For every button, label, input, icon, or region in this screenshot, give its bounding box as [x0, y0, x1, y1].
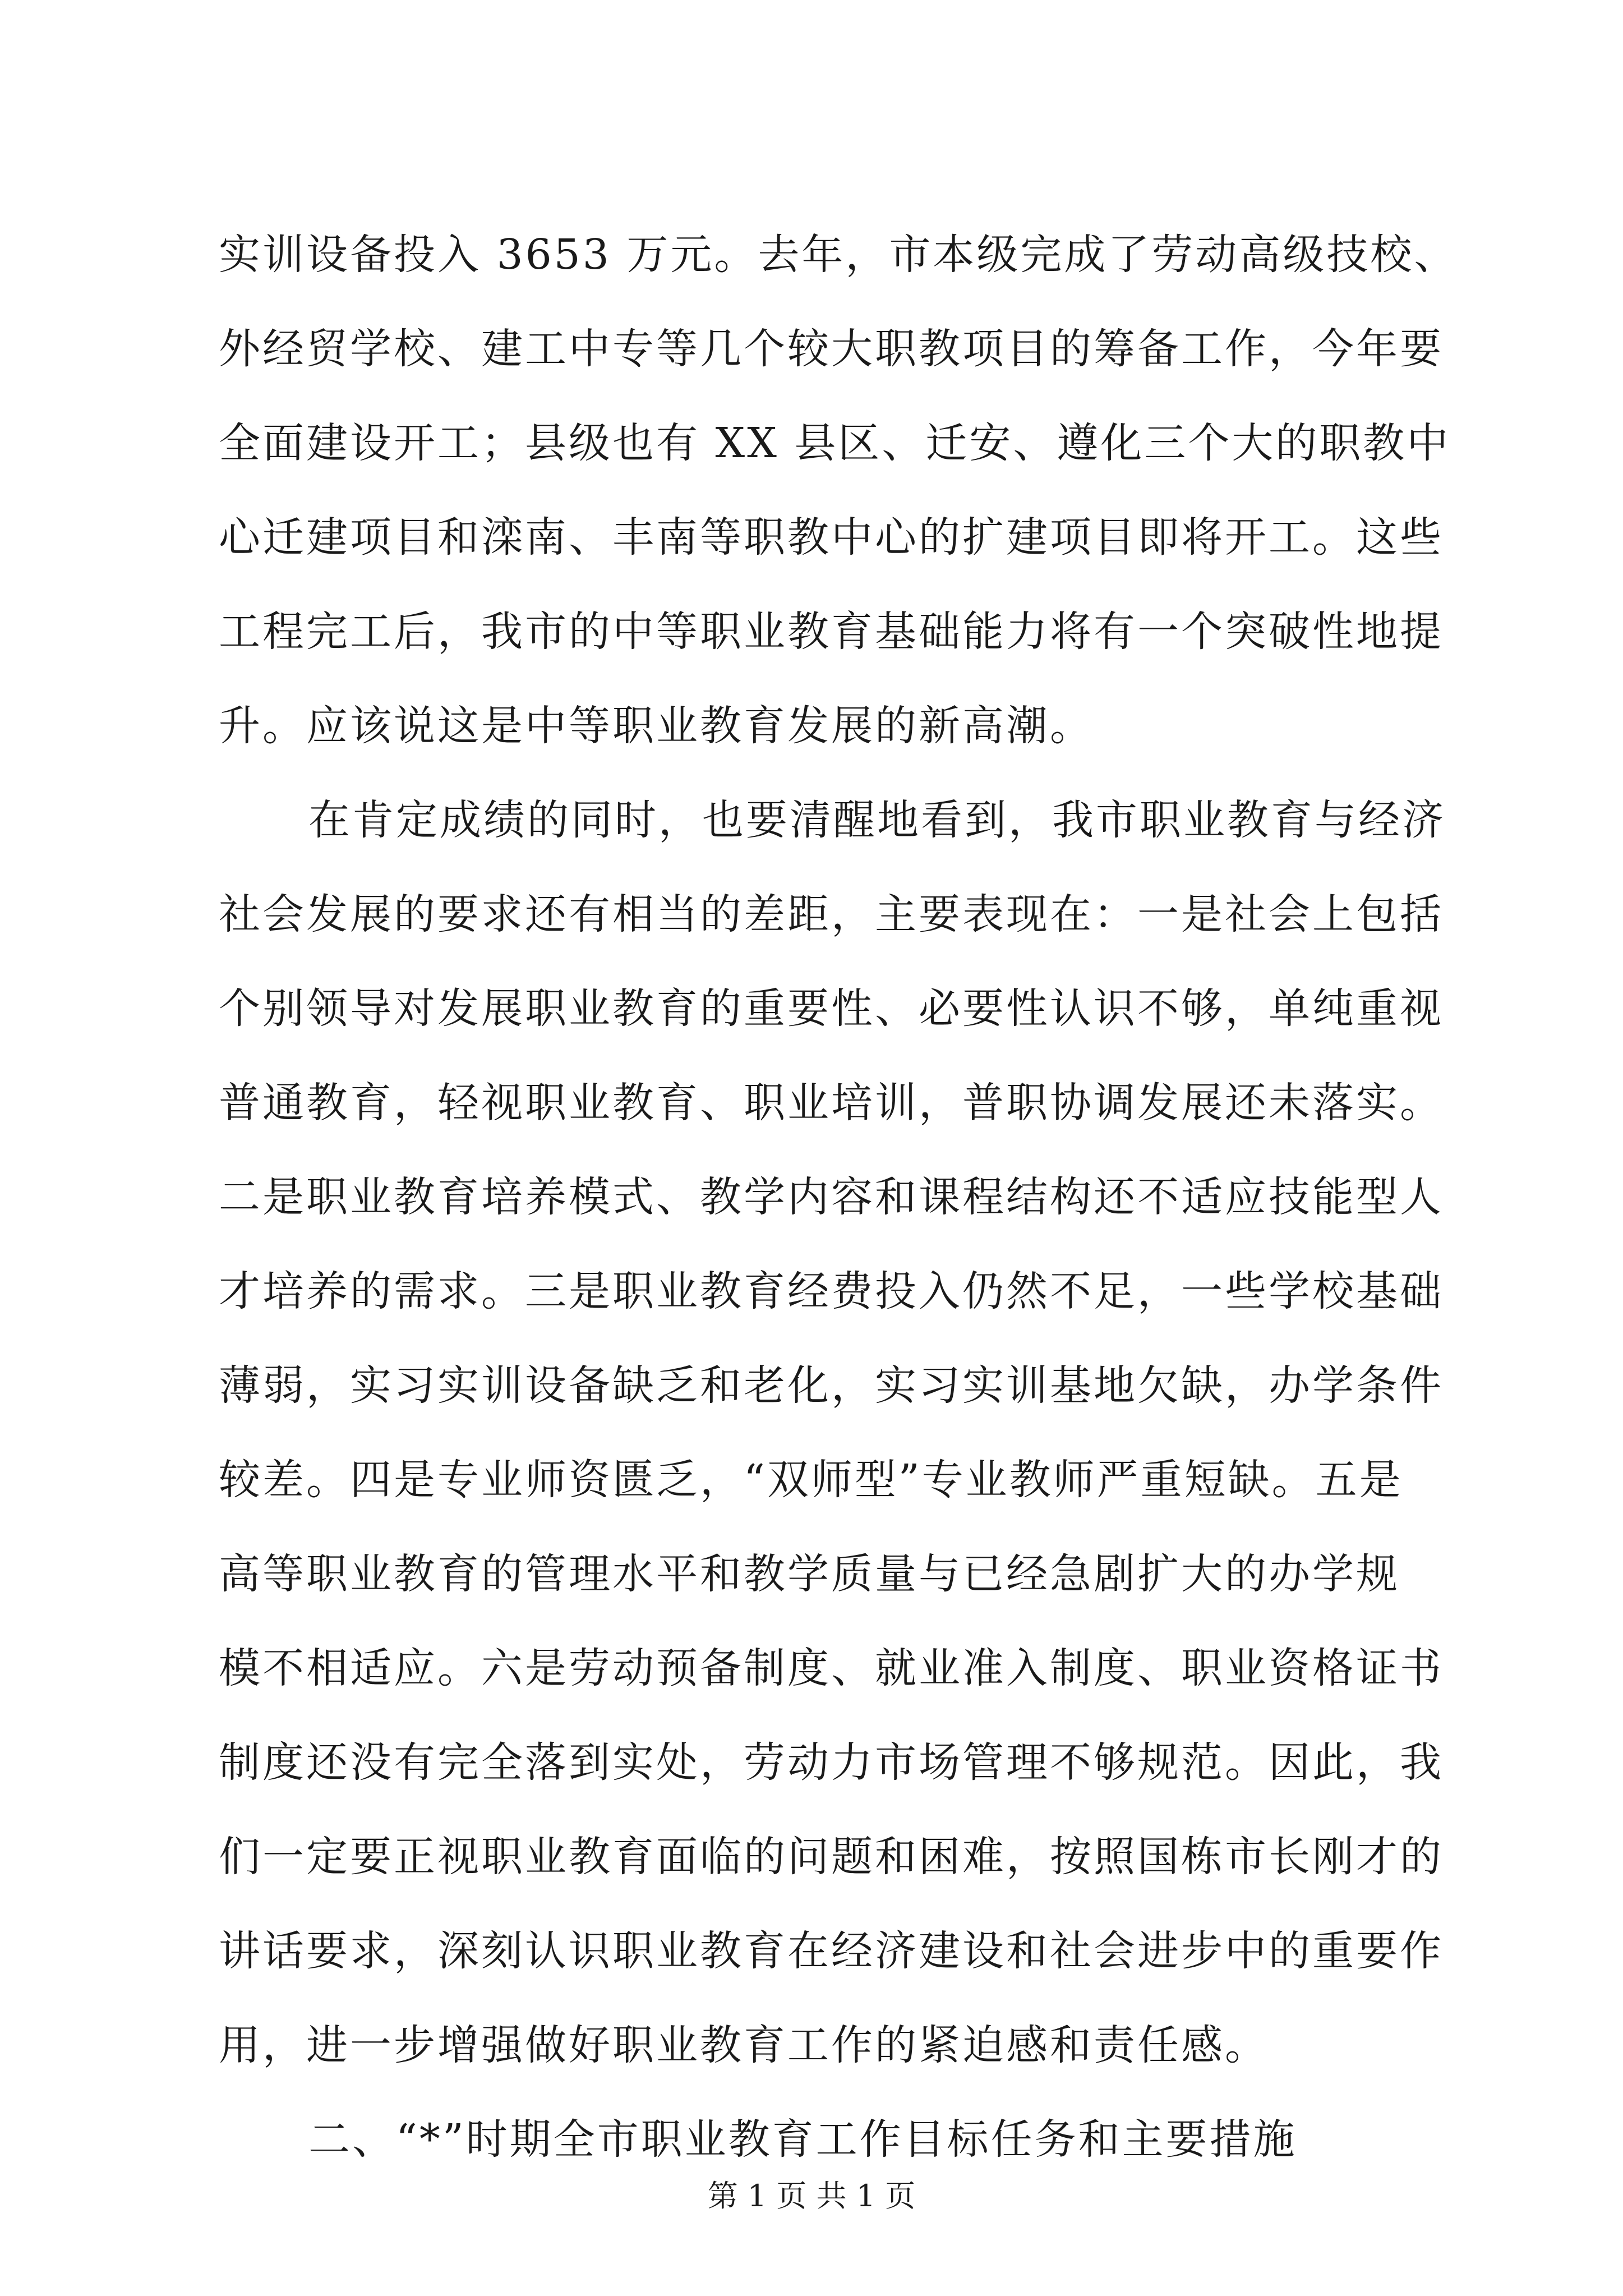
text-line: 心迁建项目和滦南、丰南等职教中心的扩建项目即将开工。这些	[219, 513, 1444, 562]
paragraph-2	[219, 773, 1446, 2092]
text-line: 实训设备投入 3653 万元。去年，市本级完成了劳动高级技校、	[219, 231, 1458, 279]
text-line: 讲话要求，深刻认识职业教育在经济建设和社会进步中的重要作	[219, 1927, 1444, 1975]
text-line: 薄弱，实习实训设备缺乏和老化，实习实训基地欠缺，办学条件	[219, 1361, 1444, 1410]
text-line: 外经贸学校、建工中专等几个较大职教项目的筹备工作，今年要	[219, 325, 1444, 373]
text-line: 才培养的需求。三是职业教育经费投入仍然不足，一些学校基础	[219, 1267, 1444, 1315]
text-line: 全面建设开工；县级也有 XX 县区、迁安、遵化三个大的职教中	[219, 419, 1451, 467]
paragraph-1	[219, 208, 1458, 773]
text-line: 二是职业教育培养模式、教学内容和课程结构还不适应技能型人	[219, 1173, 1444, 1221]
heading-line: 二、“*”时期全市职业教育工作目标任务和主要措施	[308, 2115, 1297, 2164]
page-footer: 第 1 页 共 1 页	[707, 2178, 916, 2214]
text-line: 制度还没有完全落到实处，劳动力市场管理不够规范。因此，我	[219, 1738, 1444, 1787]
text-line: 升。应该说这是中等职业教育发展的新高潮。	[219, 702, 1094, 750]
text-line: 普通教育，轻视职业教育、职业培训，普职协调发展还未落实。	[219, 1079, 1444, 1127]
text-line: 在肯定成绩的同时，也要清醒地看到，我市职业教育与经济	[308, 796, 1446, 844]
document-body	[219, 208, 1458, 2187]
text-line: 社会发展的要求还有相当的差距，主要表现在：一是社会上包括	[219, 890, 1444, 938]
text-line: 工程完工后，我市的中等职业教育基础能力将有一个突破性地提	[219, 608, 1444, 656]
text-line: 高等职业教育的管理水平和教学质量与已经急剧扩大的办学规	[219, 1550, 1400, 1598]
text-line: 个别领导对发展职业教育的重要性、必要性认识不够，单纯重视	[219, 984, 1444, 1033]
text-line: 模不相适应。六是劳动预备制度、就业准入制度、职业资格证书	[219, 1644, 1444, 1692]
section-heading	[219, 2092, 1419, 2187]
text-line: 用，进一步增强做好职业教育工作的紧迫感和责任感。	[219, 2021, 1269, 2069]
text-line: 较差。四是专业师资匮乏，“双师型”专业教师严重短缺。五是	[219, 1456, 1403, 1504]
text-line: 们一定要正视职业教育面临的问题和困难，按照国栋市长刚才的	[219, 1833, 1444, 1881]
